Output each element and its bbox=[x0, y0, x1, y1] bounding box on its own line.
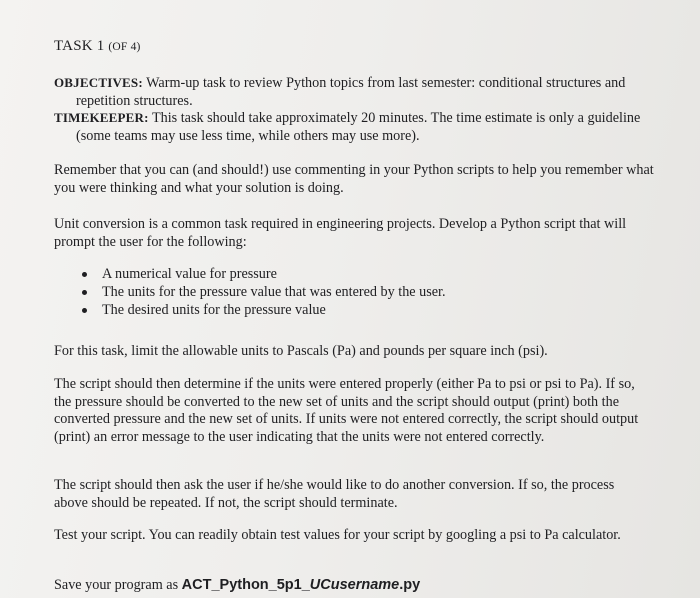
save-paragraph bbox=[54, 577, 654, 595]
list-item: The desired units for the pressure value bbox=[80, 301, 446, 319]
save-prefix: Save your program as bbox=[54, 577, 182, 593]
unit-conversion-paragraph: Unit conversion is a common task required in engineering projects. Develop a Python script that will prompt the user for the following: bbox=[54, 216, 627, 250]
timekeeper-paragraph bbox=[54, 109, 676, 145]
objectives-paragraph bbox=[54, 74, 676, 110]
filename-main: ACT_Python_5p1_ bbox=[181, 577, 310, 593]
list-item: The units for the pressure value that was entered by the user. bbox=[80, 283, 446, 301]
timekeeper-label: TIMEKEEPER: bbox=[54, 110, 149, 125]
task-of-count: (OF 4) bbox=[108, 41, 141, 53]
objectives-text: Warm-up task to review Python topics from last semester: conditional structures and repetition structures. bbox=[76, 75, 626, 109]
timekeeper-text: This task should take approximately 20 minutes. The time estimate is only a guideline (some teams may use less time, while others may use more). bbox=[76, 110, 641, 144]
list-item: A numerical value for pressure bbox=[80, 265, 446, 283]
determine-paragraph: The script should then determine if the units were entered properly (either Pa to psi or psi to Pa). If so, the pressure should be converted to the new set of units and the script should output (print) both the converted pressure and the new set of units. If units were not entered correctly, the script should output (print) an error message to the user indicating that the units were not entered correctly. bbox=[54, 376, 639, 445]
remember-paragraph: Remember that you can (and should!) use commenting in your Python scripts to help you remember what you were thinking and what your solution is doing. bbox=[54, 162, 654, 196]
save-filename bbox=[182, 577, 421, 593]
filename-ext: .py bbox=[399, 577, 421, 593]
task-title bbox=[54, 38, 141, 55]
limit-paragraph: For this task, limit the allowable units to Pascals (Pa) and pounds per square inch (psi). bbox=[54, 343, 548, 359]
repeat-paragraph: The script should then ask the user if he/she would like to do another conversion. If so, the process above should be repeated. If not, the script should terminate. bbox=[54, 477, 615, 511]
task-number: TASK 1 bbox=[54, 38, 105, 54]
prompt-list bbox=[80, 265, 446, 320]
objectives-label: OBJECTIVES: bbox=[54, 75, 143, 90]
test-paragraph: Test your script. You can readily obtain test values for your script by googling a psi to Pa calculator. bbox=[54, 527, 621, 543]
filename-italic: UCusername bbox=[309, 577, 400, 593]
